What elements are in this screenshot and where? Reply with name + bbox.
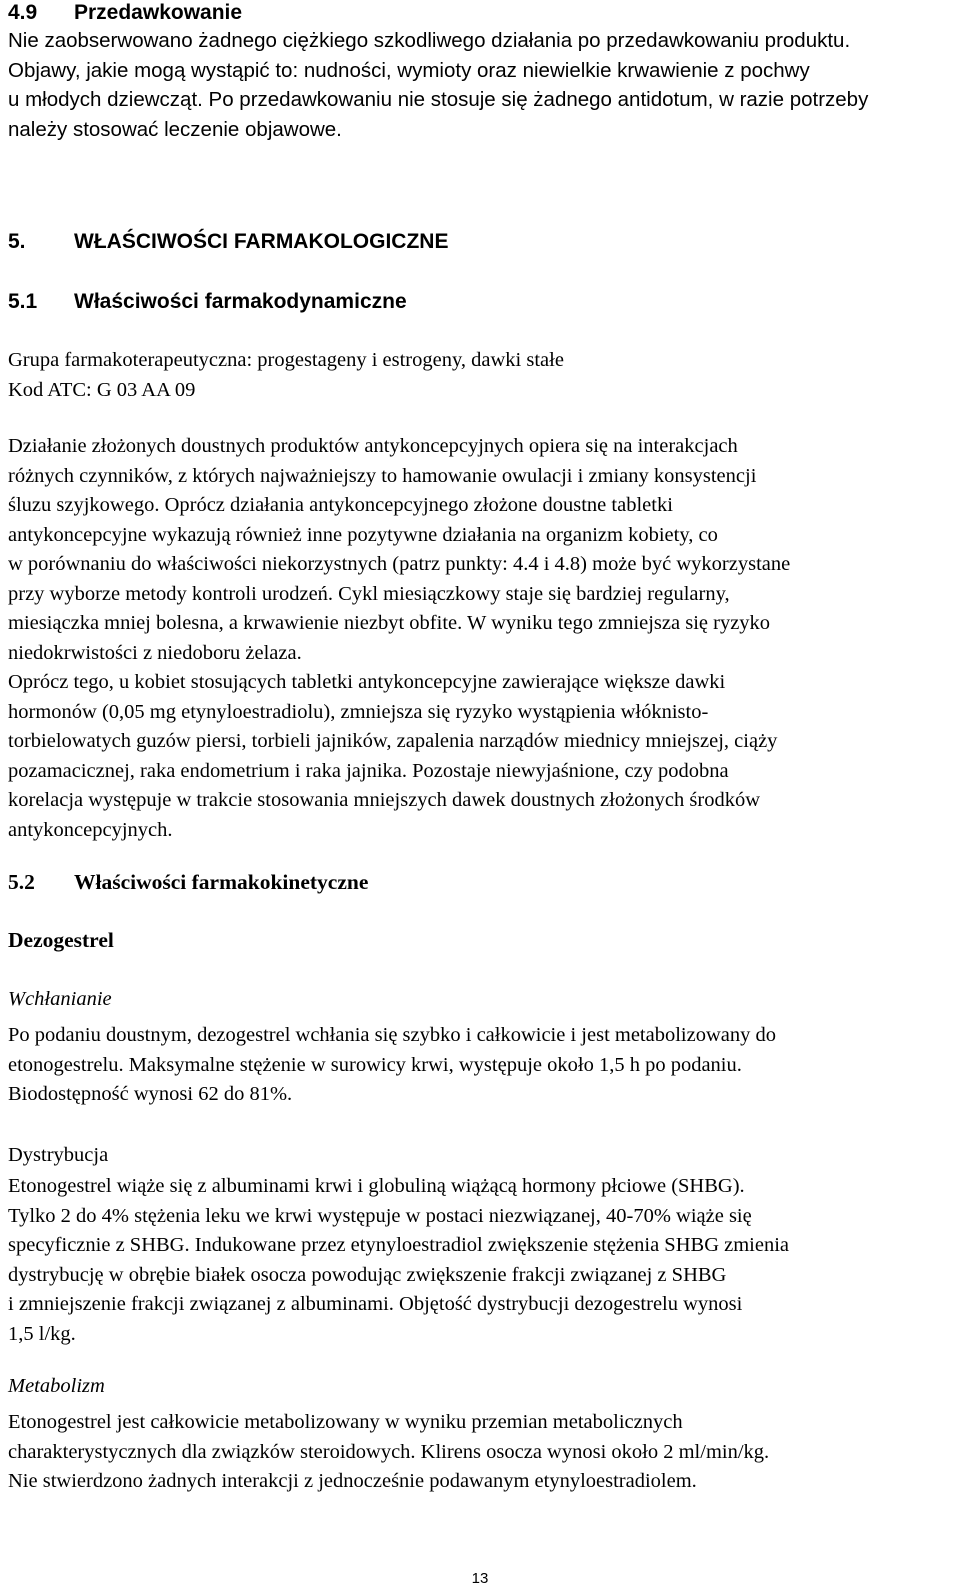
text-line: miesiączka mniej bolesna, a krwawienie niezbyt obfite. W wyniku tego zmniejsza się ryzyko: [8, 612, 771, 634]
section-heading-5: [8, 229, 956, 255]
text-line: antykoncepcyjnych.: [8, 818, 173, 841]
metabolism-title: Metabolizm: [8, 1375, 105, 1397]
overdose-paragraph: [8, 26, 956, 144]
absorption-paragraph: [8, 1021, 956, 1110]
text-line: Nie zaobserwowano żadnego ciężkiego szkodliwego działania po przedawkowaniu produktu.: [8, 29, 851, 52]
section-number: 5.: [8, 230, 26, 253]
text-line: różnych czynników, z których najważniejszy to hamowanie owulacji i zmiany konsystencji: [8, 464, 757, 487]
section-heading-4-9: [8, 0, 956, 26]
text-line: Etonogestrel jest całkowicie metabolizowany w wyniku przemian metabolicznych: [8, 1411, 683, 1433]
section-title: Przedawkowanie: [74, 1, 243, 24]
text-line: Grupa farmakoterapeutyczna: progestageny i estrogeny, dawki stałe: [8, 349, 564, 371]
text-line: i zmniejszenie frakcji związanej z albuminami. Objętość dystrybucji dezogestrelu wynosi: [8, 1293, 743, 1315]
section-heading-5-1: [8, 289, 956, 315]
text-line: Biodostępność wynosi 62 do 81%.: [8, 1083, 293, 1105]
pharmacodynamics-paragraph: [8, 432, 956, 845]
section-number: 5.1: [8, 290, 38, 313]
text-line: etonogestrelu. Maksymalne stężenie w surowicy krwi, występuje około 1,5 h po podaniu.: [8, 1053, 742, 1076]
text-line: hormonów (0,05 mg etynyloestradiolu), zmniejsza się ryzyko wystąpienia włóknisto-: [8, 700, 709, 723]
text-line: w porównaniu do właściwości niekorzystnych (patrz punkty: 4.4 i 4.8) może być wykorzystane: [8, 553, 791, 575]
text-line: korelacja występuje w trakcie stosowania mniejszych dawek doustnych złożonych środków: [8, 789, 761, 811]
substance-subheading: Dezogestrel: [8, 928, 114, 952]
text-line: dystrybucję w obrębie białek osocza powodując zwiększenie frakcji związanej z SHBG: [8, 1263, 727, 1286]
text-line: przy wyborze metody kontroli urodzeń. Cykl miesiączkowy staje się bardziej regularny,: [8, 582, 730, 605]
section-heading-5-2: [8, 869, 956, 895]
section-number: 4.9: [8, 1, 38, 24]
text-line: Nie stwierdzono żadnych interakcji z jednocześnie podawanym etynyloestradiolem.: [8, 1470, 697, 1492]
section-title: Właściwości farmakodynamiczne: [74, 290, 407, 313]
text-line: u młodych dziewcząt. Po przedawkowaniu nie stosuje się żadnego antidotum, w razie potrzeby: [8, 88, 869, 111]
absorption-title: Wchłanianie: [8, 988, 112, 1010]
text-line: torbielowatych guzów piersi, torbieli jajników, zapalenia narządów miednicy mniejszej, ciąży: [8, 730, 778, 752]
text-line: Etonogestrel wiąże się z albuminami krwi i globuliną wiążącą hormony płciowe (SHBG).: [8, 1175, 745, 1197]
text-line: Oprócz tego, u kobiet stosujących tabletki antykoncepcyjne zawierające większe dawki: [8, 671, 726, 693]
text-line: Tylko 2 do 4% stężenia leku we krwi występuje w postaci niezwiązanej, 40-70% wiąże się: [8, 1204, 752, 1227]
section-title: Właściwości farmakokinetyczne: [74, 870, 369, 894]
text-line: Działanie złożonych doustnych produktów antykoncepcyjnych opiera się na interakcjach: [8, 435, 738, 457]
section-number: 5.2: [8, 870, 35, 894]
text-line: Kod ATC: G 03 AA 09: [8, 378, 196, 401]
text-line: antykoncepcyjne wykazują również inne pozytywne działania na organizm kobiety, co: [8, 523, 718, 546]
text-line: charakterystycznych dla związków steroidowych. Klirens osocza wynosi około 2 ml/min/kg.: [8, 1440, 770, 1463]
distribution-paragraph: [8, 1172, 956, 1349]
text-line: Po podaniu doustnym, dezogestrel wchłania się szybko i całkowicie i jest metabolizowany do: [8, 1024, 776, 1046]
text-line: Objawy, jakie mogą wystąpić to: nudności, wymioty oraz niewielkie krwawienie z pochwy: [8, 58, 810, 82]
distribution-title: Dystrybucja: [8, 1144, 109, 1166]
text-line: należy stosować leczenie objawowe.: [8, 117, 342, 141]
page-number: 13: [471, 1570, 489, 1587]
text-line: śluzu szyjkowego. Oprócz działania antykoncepcyjnego złożone doustne tabletki: [8, 494, 673, 516]
text-line: niedokrwistości z niedoboru żelaza.: [8, 641, 302, 664]
metabolism-paragraph: [8, 1408, 956, 1497]
text-line: specyficznie z SHBG. Indukowane przez etynyloestradiol zwiększenie stężenia SHBG zmienia: [8, 1234, 790, 1256]
section-title: WŁAŚCIWOŚCI FARMAKOLOGICZNE: [74, 230, 449, 253]
text-line: pozamacicznej, raka endometrium i raka jajnika. Pozostaje niewyjaśnione, czy podobna: [8, 759, 729, 782]
pharmacotherapeutic-group: [8, 346, 956, 405]
text-line: 1,5 l/kg.: [8, 1322, 76, 1345]
